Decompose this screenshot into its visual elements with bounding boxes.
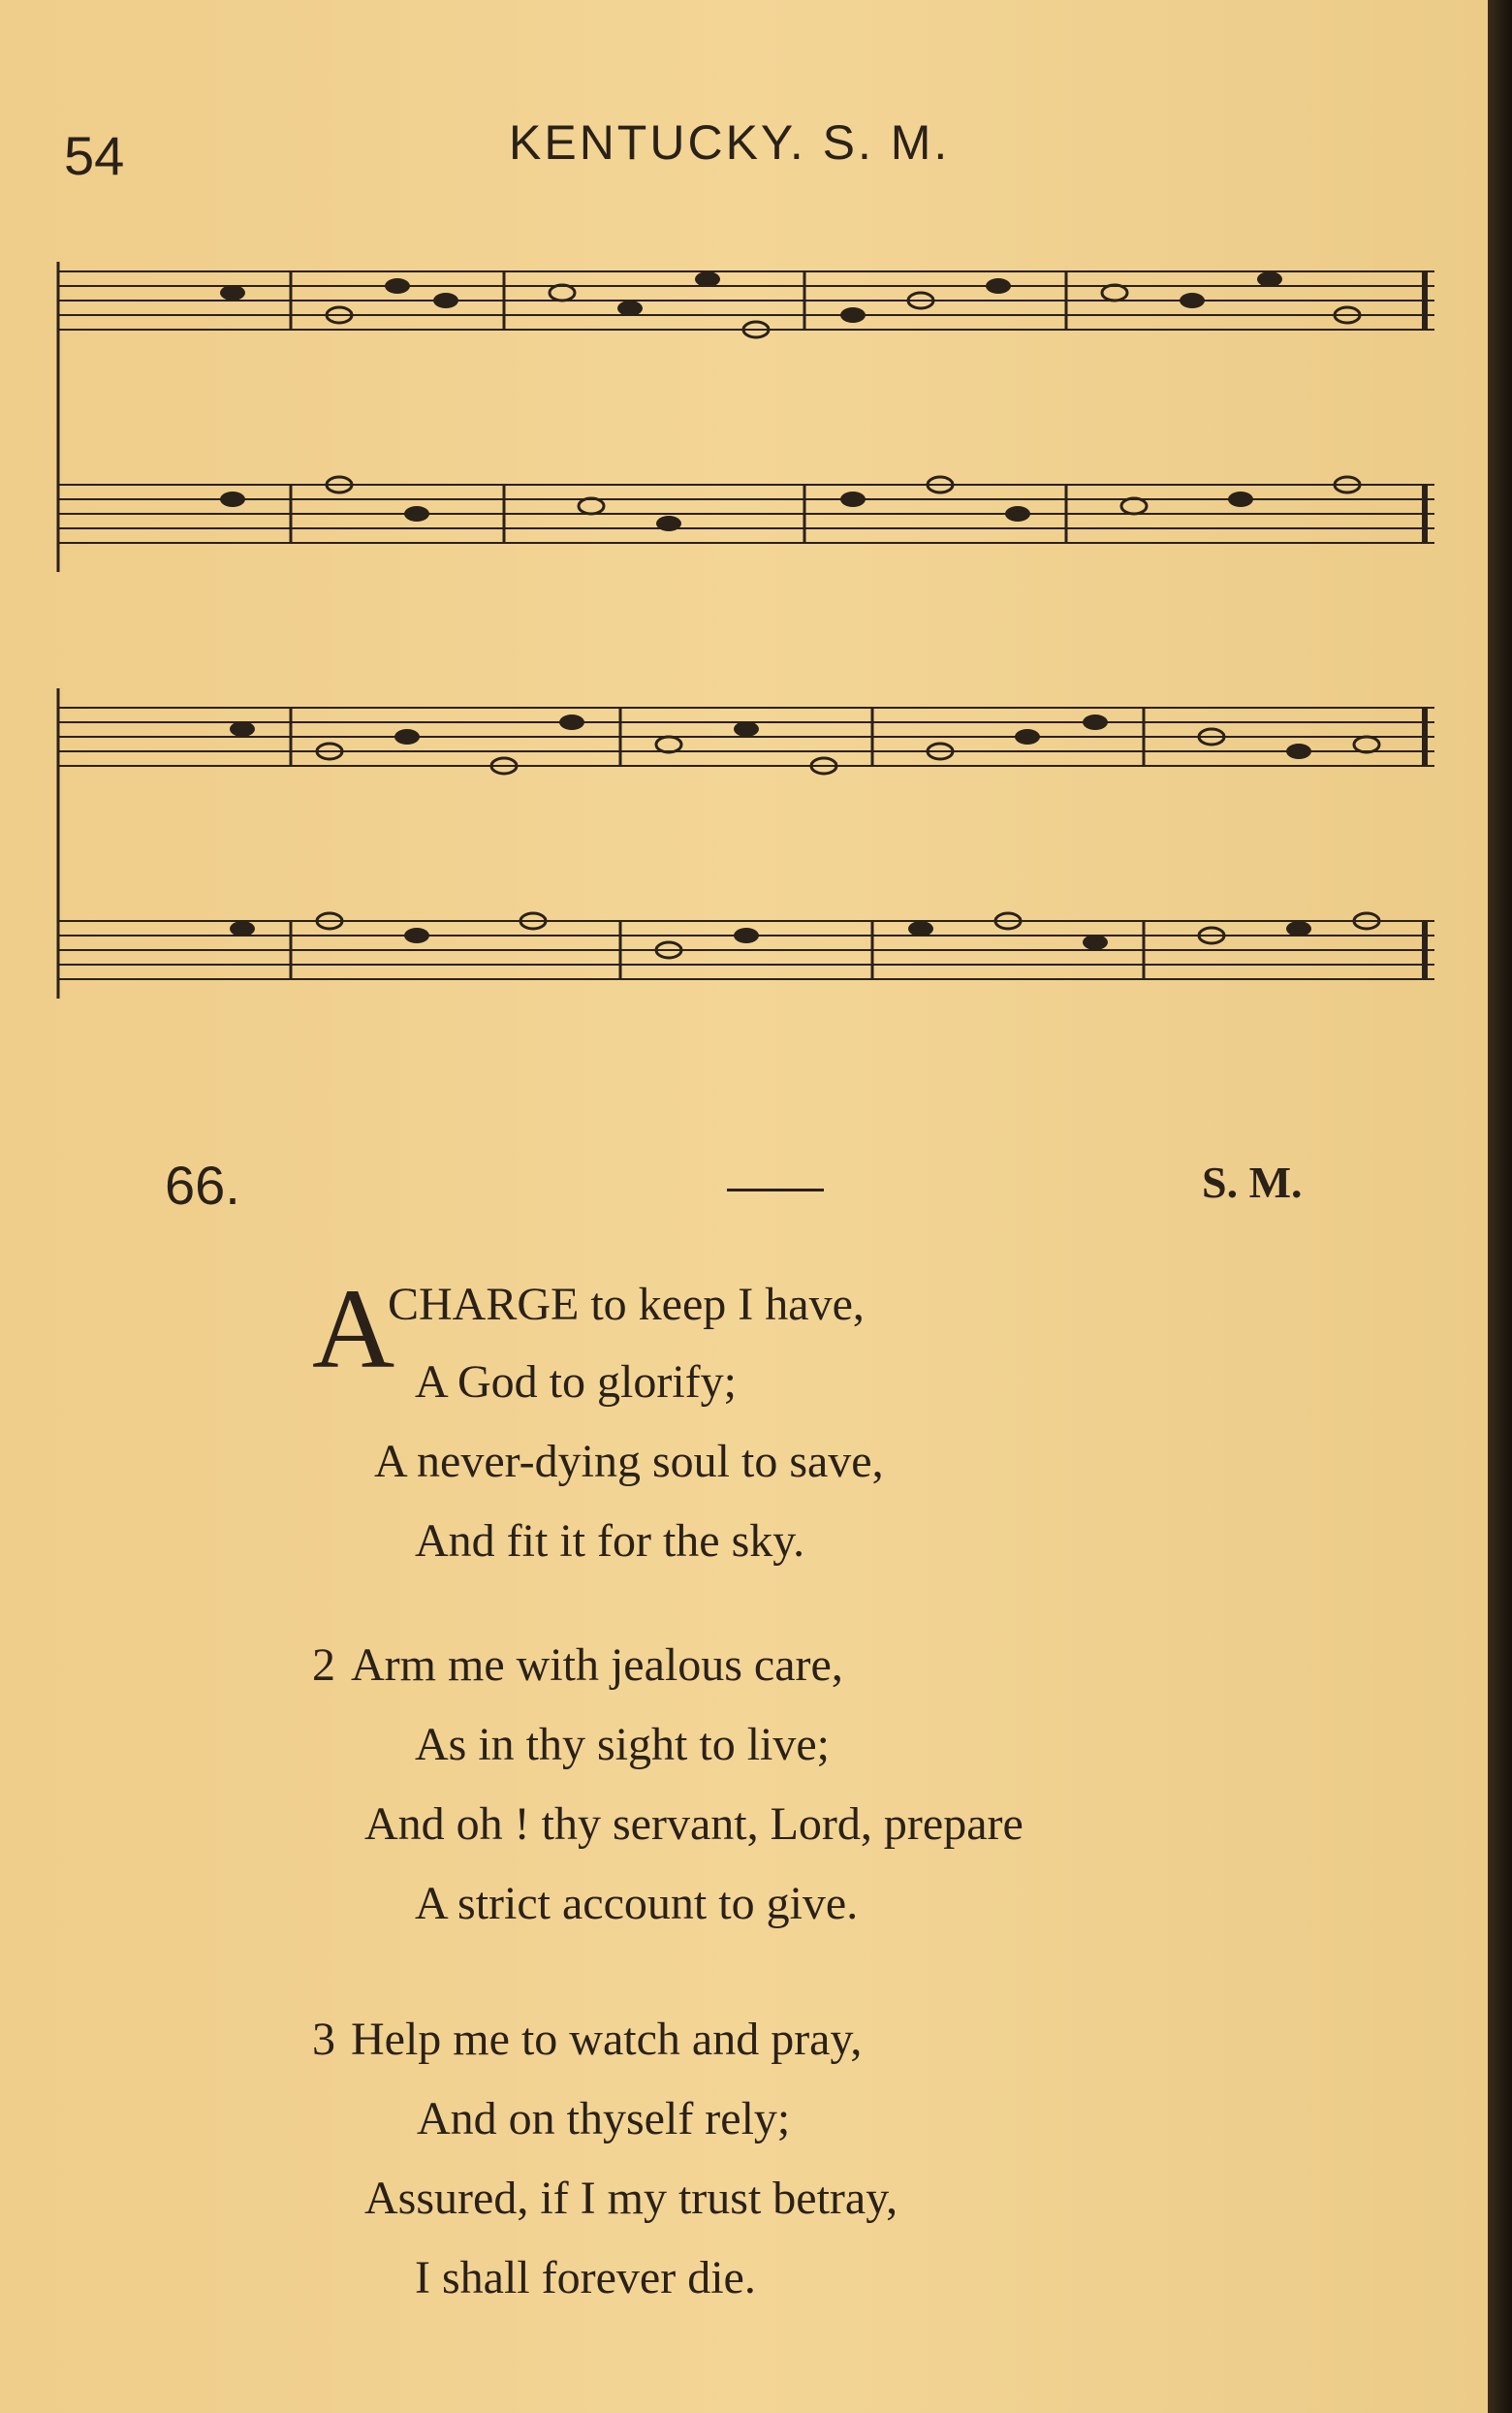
stanza-1-line-1: CHARGE to keep I have, [388, 1279, 865, 1330]
stanza-1-line-4: And fit it for the sky. [415, 1515, 805, 1567]
stanza-3-line-1: 3 Help me to watch and pray, [312, 2014, 863, 2065]
stanza-3-line-4: I shall forever die. [415, 2252, 756, 2303]
page-number: 54 [64, 125, 125, 186]
title-dash [727, 1189, 824, 1191]
score-system-1 [58, 262, 1434, 572]
stanza-2-line-4: A strict account to give. [415, 1878, 859, 1929]
stanza-3-line-2: And on thyself rely; [417, 2093, 791, 2144]
staff-bass-1 [58, 485, 1434, 543]
hymn-meter: S. M. [1202, 1158, 1303, 1207]
score-system-2 [58, 688, 1434, 999]
barlines-2 [291, 708, 1425, 979]
stanza-1-line-3: A never-dying soul to save, [374, 1436, 884, 1487]
staff-treble-1 [58, 271, 1434, 330]
stanza-2-line-3: And oh ! thy servant, Lord, prepare [364, 1798, 1024, 1850]
stanza-3-line-3: Assured, if I my trust betray, [364, 2173, 898, 2224]
stanza-1-line-2: A God to glorify; [415, 1356, 737, 1408]
drop-cap: A [312, 1265, 395, 1392]
music-score [48, 242, 1444, 1076]
stanza-2-line-2: As in thy sight to live; [415, 1719, 831, 1770]
hymn-number: 66. [165, 1155, 240, 1216]
tune-title: KENTUCKY. S. M. [509, 115, 951, 170]
book-spine-shadow [1488, 0, 1512, 2413]
stanza-2-line-1: 2 Arm me with jealous care, [312, 1639, 843, 1691]
notes-1 [220, 271, 1360, 531]
stanza-3-number: 3 [312, 2014, 335, 2065]
stanza-2-number: 2 [312, 1639, 335, 1691]
